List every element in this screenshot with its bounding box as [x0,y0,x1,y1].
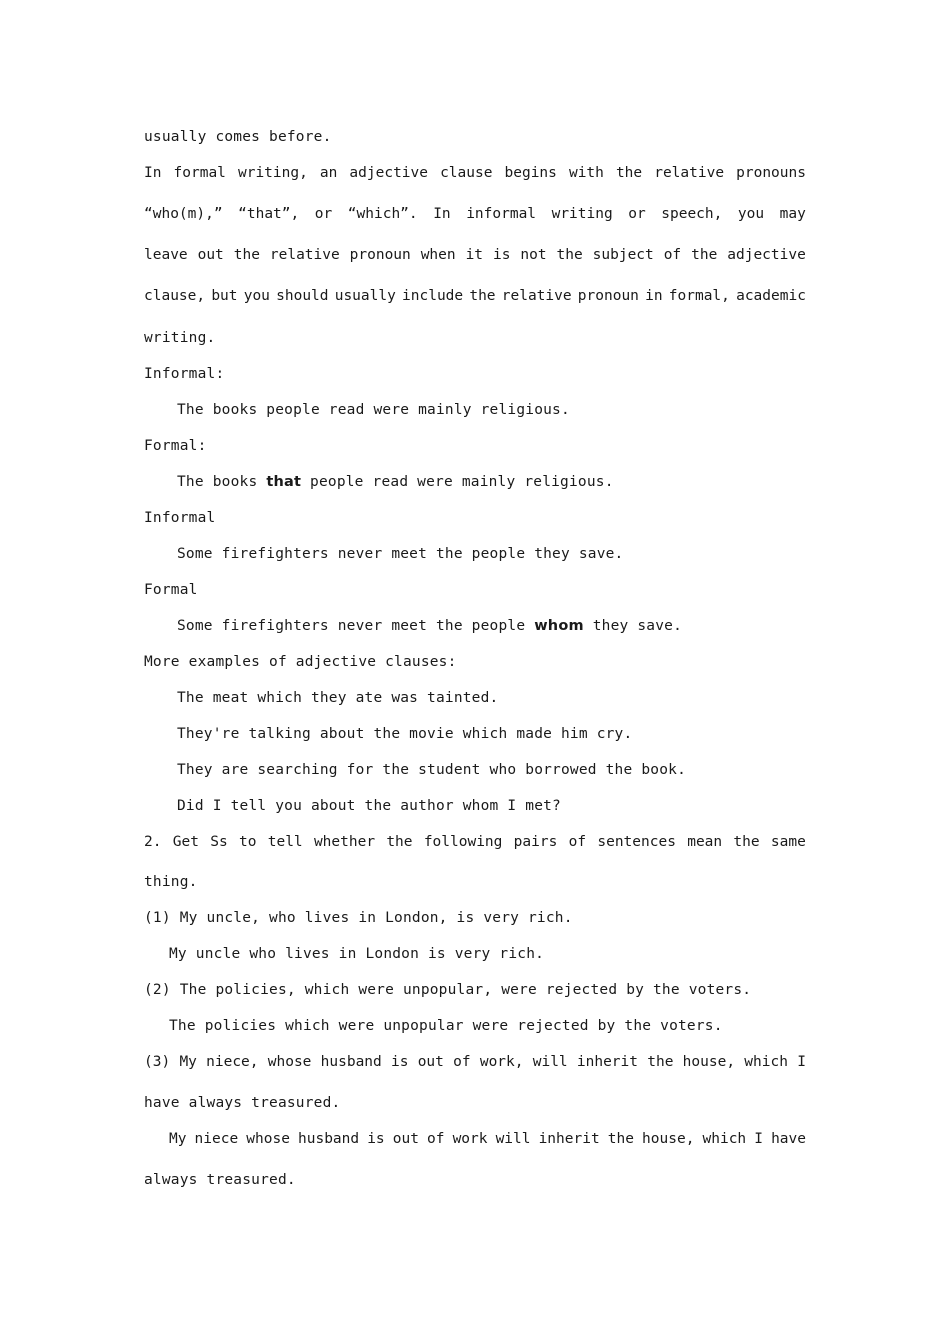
word: whether [313,834,376,850]
text-segment: they save. [583,618,683,634]
word: usually [334,288,396,304]
exercise-item: always treasured. [144,1172,296,1188]
word: or [314,206,333,222]
word: My [169,1131,187,1147]
word: will [495,1131,531,1147]
example-sentence: Some firefighters never meet the people they save. [177,546,624,562]
word: of [663,247,682,263]
example-sentence [177,616,682,636]
word: formal, [668,288,730,304]
word: which [702,1131,747,1147]
word: not [520,247,547,263]
word: academic [736,288,806,304]
emphasized-word: that [266,474,302,490]
justified-line [144,286,806,306]
word: house, [682,1054,736,1070]
word: when [420,247,456,263]
word: “who(m),” [144,206,223,222]
word: is [492,247,511,263]
word: of [568,834,587,850]
word: out [197,247,224,263]
exercise-item: (1) My uncle, who lives in London, is very rich. [144,910,573,926]
text-line: writing. [144,330,216,346]
word: the [615,165,643,181]
word: work [452,1131,488,1147]
word: include [402,288,464,304]
exercise-item: My uncle who lives in London is very rich. [169,946,545,962]
word: the [691,247,718,263]
text-line: thing. [144,874,198,890]
justified-line [144,832,806,852]
word: the [386,834,413,850]
section-label-informal: Informal [144,510,216,526]
word: “which”. [347,206,418,222]
word: writing [551,206,613,222]
justified-line [144,204,806,224]
example-sentence: They're talking about the movie which made him cry. [177,726,633,742]
word: of [427,1131,445,1147]
word: have [771,1131,806,1147]
word: subject [592,247,654,263]
word: husband [298,1131,360,1147]
word: of [453,1054,471,1070]
text-segment: The books [177,474,267,490]
justified-line [144,245,806,265]
word: relative [501,288,572,304]
word: clause, [144,288,206,304]
word: the [647,1054,674,1070]
word: writing, [237,165,308,181]
section-heading: More examples of adjective clauses: [144,654,457,670]
word: begins [504,165,557,181]
word: mean [687,834,723,850]
word: formal [173,165,226,181]
word: (3) [144,1054,171,1070]
word: you [243,288,270,304]
example-sentence [177,472,614,492]
word: “that”, [238,206,300,222]
word: In [144,165,162,181]
word: out [417,1054,444,1070]
word: Get [172,834,199,850]
word: which [744,1054,788,1070]
word: in [645,288,663,304]
word: the [233,247,260,263]
word: may [779,206,806,222]
exercise-item: The policies which were unpopular were rejected by the voters. [169,1018,723,1034]
word: following [423,834,503,850]
section-label-informal: Informal: [144,366,225,382]
word: tell [267,834,303,850]
word: pairs [513,834,558,850]
word: work, [479,1054,524,1070]
word: My [179,1054,197,1070]
example-sentence: Did I tell you about the author whom I met? [177,798,561,814]
text-segment: people read were mainly religious. [301,474,614,490]
word: In [433,206,451,222]
emphasized-word: whom [534,618,584,634]
word: is [367,1131,385,1147]
word: should [276,288,329,304]
word: inherit [576,1054,638,1070]
word: an [319,165,338,181]
word: to [238,834,257,850]
example-sentence: They are searching for the student who borrowed the book. [177,762,686,778]
word: husband [320,1054,382,1070]
word: house, [642,1131,695,1147]
word: informal [466,206,537,222]
exercise-item: have always treasured. [144,1095,341,1111]
word: I [797,1054,806,1070]
text-segment: Some firefighters never meet the people [177,618,535,634]
word: adjective [727,247,806,263]
word: same [770,834,806,850]
word: 2. [144,834,162,850]
word: relative [269,247,340,263]
word: inherit [538,1131,600,1147]
word: with [568,165,604,181]
word: pronoun [349,247,411,263]
section-label-formal: Formal: [144,438,207,454]
word: adjective [349,165,428,181]
exercise-item: (2) The policies, which were unpopular, were rejected by the voters. [144,982,752,998]
word: pronouns [736,165,806,181]
word: sentences [597,834,676,850]
word: the [733,834,760,850]
word: you [737,206,765,222]
word: whose [246,1131,290,1147]
word: leave [144,247,188,263]
word: niece [194,1131,239,1147]
word: the [469,288,496,304]
justified-line [169,1129,806,1149]
word: relative [654,165,725,181]
justified-line [144,1052,806,1072]
example-sentence: The books people read were mainly religious. [177,402,570,418]
word: Ss [210,834,228,850]
word: but [211,288,238,304]
example-sentence: The meat which they ate was tainted. [177,690,499,706]
word: clause [440,165,493,181]
word: niece, [206,1054,259,1070]
word: it [465,247,484,263]
word: the [607,1131,634,1147]
word: whose [267,1054,312,1070]
word: out [392,1131,419,1147]
section-label-formal: Formal [144,582,198,598]
text-line: usually comes before. [144,129,332,145]
word: will [532,1054,568,1070]
word: the [556,247,583,263]
word: I [754,1131,763,1147]
justified-line [144,163,806,183]
word: is [391,1054,409,1070]
word: pronoun [577,288,639,304]
word: or [628,206,646,222]
word: speech, [661,206,723,222]
